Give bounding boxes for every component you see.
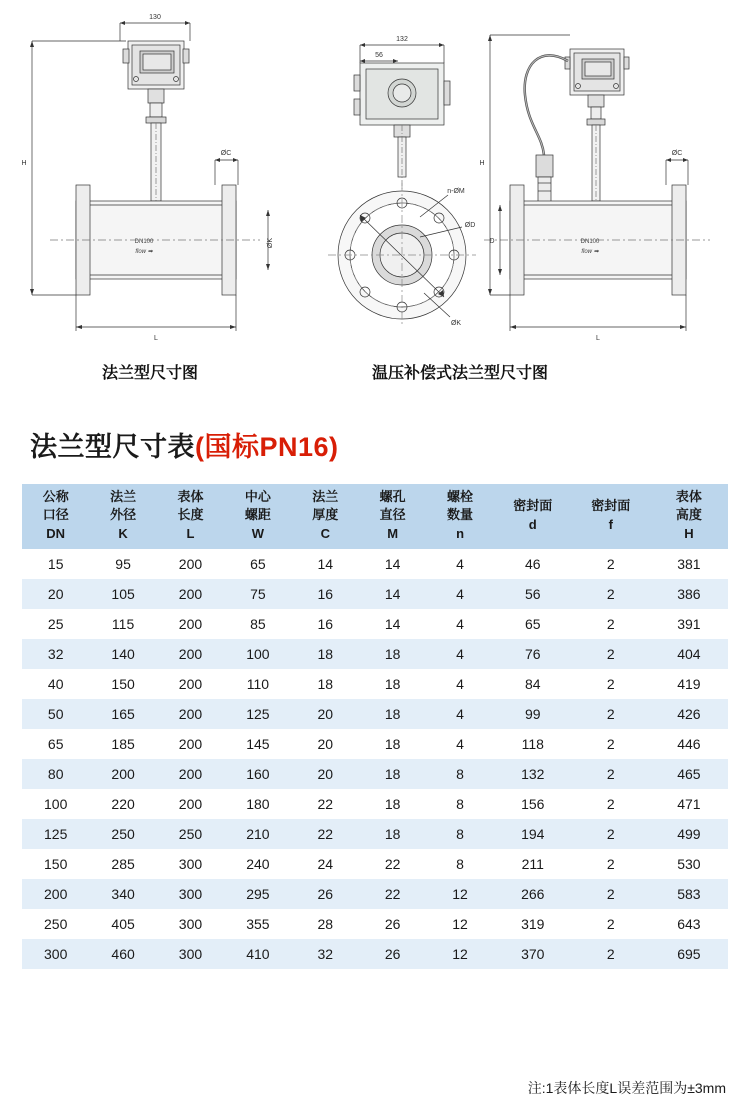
- table-cell: 22: [292, 819, 359, 849]
- table-cell: 200: [157, 549, 224, 579]
- table-cell: 250: [89, 819, 156, 849]
- header-symbol: DN: [46, 526, 66, 542]
- figure2-k-label: ØK: [450, 320, 462, 327]
- figure1-h-label: H: [21, 160, 27, 167]
- table-cell: 18: [292, 639, 359, 669]
- table-row: [22, 789, 728, 819]
- table-cell: 99: [494, 699, 572, 729]
- table-cell: 46: [494, 549, 572, 579]
- table-cell: 300: [157, 849, 224, 879]
- table-cell: 18: [359, 729, 426, 759]
- table-cell: 266: [494, 879, 572, 909]
- table-cell: 200: [157, 759, 224, 789]
- table-cell: 300: [22, 939, 89, 969]
- svg-text:flow ➡: flow ➡: [135, 249, 153, 255]
- table-cell: 80: [22, 759, 89, 789]
- figure3-body-label: DN100: [580, 239, 600, 245]
- table-cell: 40: [22, 669, 89, 699]
- table-cell: 18: [359, 759, 426, 789]
- header-line2: 高度: [675, 506, 702, 522]
- table-cell: 12: [426, 939, 493, 969]
- table-cell: 295: [224, 879, 291, 909]
- table-cell: 211: [494, 849, 572, 879]
- table-cell: 26: [359, 939, 426, 969]
- table-cell: 26: [359, 909, 426, 939]
- table-cell: 118: [494, 729, 572, 759]
- caption-compensated-flange-type: 温压补偿式法兰型尺寸图: [371, 365, 548, 382]
- table-cell: 2: [572, 609, 650, 639]
- table-cell: 65: [224, 549, 291, 579]
- table-cell: 145: [224, 729, 291, 759]
- header-line2: 数量: [447, 506, 474, 522]
- figure2-width2-label: 56: [375, 52, 383, 59]
- table-cell: 240: [224, 849, 291, 879]
- figure2-d-label: ØD: [464, 222, 476, 229]
- table-cell: 2: [572, 909, 650, 939]
- table-cell: 200: [157, 609, 224, 639]
- table-cell: 583: [650, 879, 728, 909]
- table-cell: 22: [359, 849, 426, 879]
- table-cell: 200: [157, 789, 224, 819]
- table-header-cell-m: [359, 484, 426, 549]
- table-cell: 140: [89, 639, 156, 669]
- table-cell: 194: [494, 819, 572, 849]
- table-cell: 499: [650, 819, 728, 849]
- table-cell: 75: [224, 579, 291, 609]
- figure-compensated-flange-type: [470, 5, 750, 360]
- table-cell: 16: [292, 579, 359, 609]
- table-row: [22, 549, 728, 579]
- header-symbol: W: [251, 526, 264, 542]
- table-cell: 465: [650, 759, 728, 789]
- table-cell: 2: [572, 939, 650, 969]
- caption-flange-type: 法兰型尺寸图: [101, 365, 198, 382]
- table-body: [22, 549, 728, 969]
- table-row: [22, 939, 728, 969]
- table-cell: 250: [157, 819, 224, 849]
- table-cell: 220: [89, 789, 156, 819]
- page-title-main: 法兰型尺寸表: [30, 432, 195, 462]
- table-cell: 16: [292, 609, 359, 639]
- table-cell: 8: [426, 849, 493, 879]
- table-header-cell-l: [157, 484, 224, 549]
- table-cell: 105: [89, 579, 156, 609]
- table-cell: 22: [359, 879, 426, 909]
- table-cell: 2: [572, 789, 650, 819]
- header-symbol: K: [118, 526, 128, 542]
- table-cell: 14: [359, 549, 426, 579]
- table-cell: 2: [572, 879, 650, 909]
- table-cell: 84: [494, 669, 572, 699]
- table-cell: 100: [22, 789, 89, 819]
- table-cell: 110: [224, 669, 291, 699]
- table-cell: 18: [359, 819, 426, 849]
- figure3-c-label: ØC: [671, 150, 683, 157]
- header-line2: 直径: [379, 506, 406, 522]
- table-cell: 100: [224, 639, 291, 669]
- table-cell: 8: [426, 789, 493, 819]
- table-cell: 20: [292, 699, 359, 729]
- table-cell: 22: [292, 789, 359, 819]
- figure1-body-label: DN100: [134, 239, 154, 245]
- header-line1: 法兰: [110, 489, 137, 504]
- table-cell: 20: [22, 579, 89, 609]
- table-row: [22, 879, 728, 909]
- header-line1: 螺孔: [379, 489, 406, 504]
- table-cell: 14: [359, 579, 426, 609]
- table-cell: 12: [426, 879, 493, 909]
- table-cell: 18: [359, 789, 426, 819]
- table-cell: 28: [292, 909, 359, 939]
- page-title: [30, 425, 339, 464]
- table-header-cell-f: [572, 484, 650, 549]
- figure1-width-label: 130: [149, 14, 161, 21]
- header-line2: 长度: [177, 506, 204, 522]
- table-row: [22, 609, 728, 639]
- table-row: [22, 699, 728, 729]
- table-header-row: [22, 484, 728, 549]
- table-cell: 200: [157, 639, 224, 669]
- table-cell: 165: [89, 699, 156, 729]
- table-header-cell-n: [426, 484, 493, 549]
- table-cell: 405: [89, 909, 156, 939]
- table-cell: 2: [572, 699, 650, 729]
- header-symbol: n: [456, 526, 465, 542]
- header-line2: 螺距: [244, 506, 271, 522]
- table-row: [22, 759, 728, 789]
- table-cell: 14: [359, 609, 426, 639]
- table-row: [22, 729, 728, 759]
- table-cell: 8: [426, 819, 493, 849]
- table-row: [22, 639, 728, 669]
- table-cell: 4: [426, 549, 493, 579]
- header-line1: 公称: [42, 489, 69, 504]
- table-cell: 404: [650, 639, 728, 669]
- header-symbol: C: [320, 526, 330, 542]
- table-cell: 426: [650, 699, 728, 729]
- table-row: [22, 819, 728, 849]
- table-cell: 56: [494, 579, 572, 609]
- table-cell: 50: [22, 699, 89, 729]
- header-line1: 法兰: [312, 489, 339, 504]
- drawings-area: [0, 0, 750, 400]
- table-cell: 285: [89, 849, 156, 879]
- header-line1: 螺栓: [447, 489, 474, 504]
- table-cell: 32: [292, 939, 359, 969]
- table-cell: 185: [89, 729, 156, 759]
- table-header-cell-k: [89, 484, 156, 549]
- figure-captions: [0, 360, 750, 383]
- figure-flange-type: [10, 5, 310, 360]
- table-cell: 381: [650, 549, 728, 579]
- header-line1: 表体: [177, 489, 204, 504]
- table-cell: 180: [224, 789, 291, 819]
- table-note: 注:1表体长度L误差范围为±3mm: [527, 1080, 726, 1096]
- table-cell: 4: [426, 669, 493, 699]
- table-cell: 2: [572, 669, 650, 699]
- table-header: [22, 484, 728, 549]
- table-cell: 300: [157, 879, 224, 909]
- table-cell: 4: [426, 639, 493, 669]
- table-row: [22, 849, 728, 879]
- dimension-table: [22, 484, 728, 969]
- table-cell: 95: [89, 549, 156, 579]
- figure2-bolts-label: n-ØM: [447, 188, 465, 195]
- table-cell: 8: [426, 759, 493, 789]
- table-cell: 2: [572, 639, 650, 669]
- table-cell: 156: [494, 789, 572, 819]
- svg-text:flow ➡: flow ➡: [581, 249, 599, 255]
- header-symbol: f: [608, 517, 613, 533]
- figure3-h-label: H: [479, 160, 485, 167]
- figure1-l-label: L: [154, 335, 158, 342]
- header-symbol: H: [684, 526, 694, 542]
- table-cell: 132: [494, 759, 572, 789]
- table-cell: 200: [157, 699, 224, 729]
- table-cell: 300: [157, 939, 224, 969]
- table-cell: 471: [650, 789, 728, 819]
- table-cell: 460: [89, 939, 156, 969]
- table-header-cell-h: [650, 484, 728, 549]
- table-cell: 340: [89, 879, 156, 909]
- table-cell: 4: [426, 609, 493, 639]
- table-cell: 24: [292, 849, 359, 879]
- table-cell: 160: [224, 759, 291, 789]
- table-cell: 2: [572, 549, 650, 579]
- table-cell: 18: [359, 669, 426, 699]
- table-cell: 300: [157, 909, 224, 939]
- table-cell: 32: [22, 639, 89, 669]
- table-cell: 18: [359, 699, 426, 729]
- table-cell: 4: [426, 729, 493, 759]
- header-symbol: d: [528, 517, 537, 533]
- figure1-k-label: ØK: [267, 237, 274, 249]
- table-cell: 2: [572, 579, 650, 609]
- table-cell: 355: [224, 909, 291, 939]
- table-cell: 2: [572, 729, 650, 759]
- table-cell: 15: [22, 549, 89, 579]
- table-cell: 125: [22, 819, 89, 849]
- table-cell: 319: [494, 909, 572, 939]
- table-cell: 200: [89, 759, 156, 789]
- header-symbol: L: [186, 526, 195, 542]
- header-line2: 密封面: [513, 497, 553, 513]
- table-cell: 65: [494, 609, 572, 639]
- header-line1: 中心: [244, 489, 271, 504]
- figure3-d-label: D: [489, 238, 495, 245]
- table-cell: 20: [292, 759, 359, 789]
- figure2-width-label: 132: [396, 36, 408, 43]
- table-cell: 386: [650, 579, 728, 609]
- table-cell: 125: [224, 699, 291, 729]
- header-line2: 外径: [110, 506, 137, 522]
- table-cell: 643: [650, 909, 728, 939]
- table-cell: 4: [426, 579, 493, 609]
- table-row: [22, 579, 728, 609]
- table-cell: 530: [650, 849, 728, 879]
- table-cell: 2: [572, 849, 650, 879]
- table-cell: 65: [22, 729, 89, 759]
- page-title-standard: (国标PN16): [195, 432, 339, 462]
- table-cell: 410: [224, 939, 291, 969]
- dimension-table-wrap: [22, 484, 728, 969]
- header-symbol: M: [387, 526, 399, 542]
- table-cell: 85: [224, 609, 291, 639]
- header-line2: 厚度: [312, 506, 339, 522]
- table-cell: 14: [292, 549, 359, 579]
- table-cell: 25: [22, 609, 89, 639]
- table-row: [22, 909, 728, 939]
- table-cell: 2: [572, 759, 650, 789]
- table-cell: 391: [650, 609, 728, 639]
- table-header-cell-w: [224, 484, 291, 549]
- table-cell: 26: [292, 879, 359, 909]
- table-cell: 250: [22, 909, 89, 939]
- table-header-cell-c: [292, 484, 359, 549]
- table-cell: 115: [89, 609, 156, 639]
- table-row: [22, 669, 728, 699]
- header-line2: 密封面: [591, 497, 631, 513]
- table-cell: 18: [359, 639, 426, 669]
- table-cell: 200: [22, 879, 89, 909]
- table-cell: 200: [157, 579, 224, 609]
- table-cell: 2: [572, 819, 650, 849]
- header-line2: 口径: [42, 506, 69, 522]
- table-cell: 200: [157, 669, 224, 699]
- table-header-cell-d: [494, 484, 572, 549]
- table-cell: 150: [89, 669, 156, 699]
- table-cell: 76: [494, 639, 572, 669]
- table-cell: 210: [224, 819, 291, 849]
- table-header-cell-dn: [22, 484, 89, 549]
- header-line1: 表体: [675, 489, 702, 504]
- table-cell: 20: [292, 729, 359, 759]
- table-cell: 446: [650, 729, 728, 759]
- table-cell: 4: [426, 699, 493, 729]
- figure3-l-label: L: [596, 335, 600, 342]
- table-cell: 370: [494, 939, 572, 969]
- table-cell: 12: [426, 909, 493, 939]
- table-cell: 419: [650, 669, 728, 699]
- table-cell: 200: [157, 729, 224, 759]
- figure1-c-label: ØC: [220, 150, 232, 157]
- table-cell: 695: [650, 939, 728, 969]
- table-cell: 18: [292, 669, 359, 699]
- table-cell: 150: [22, 849, 89, 879]
